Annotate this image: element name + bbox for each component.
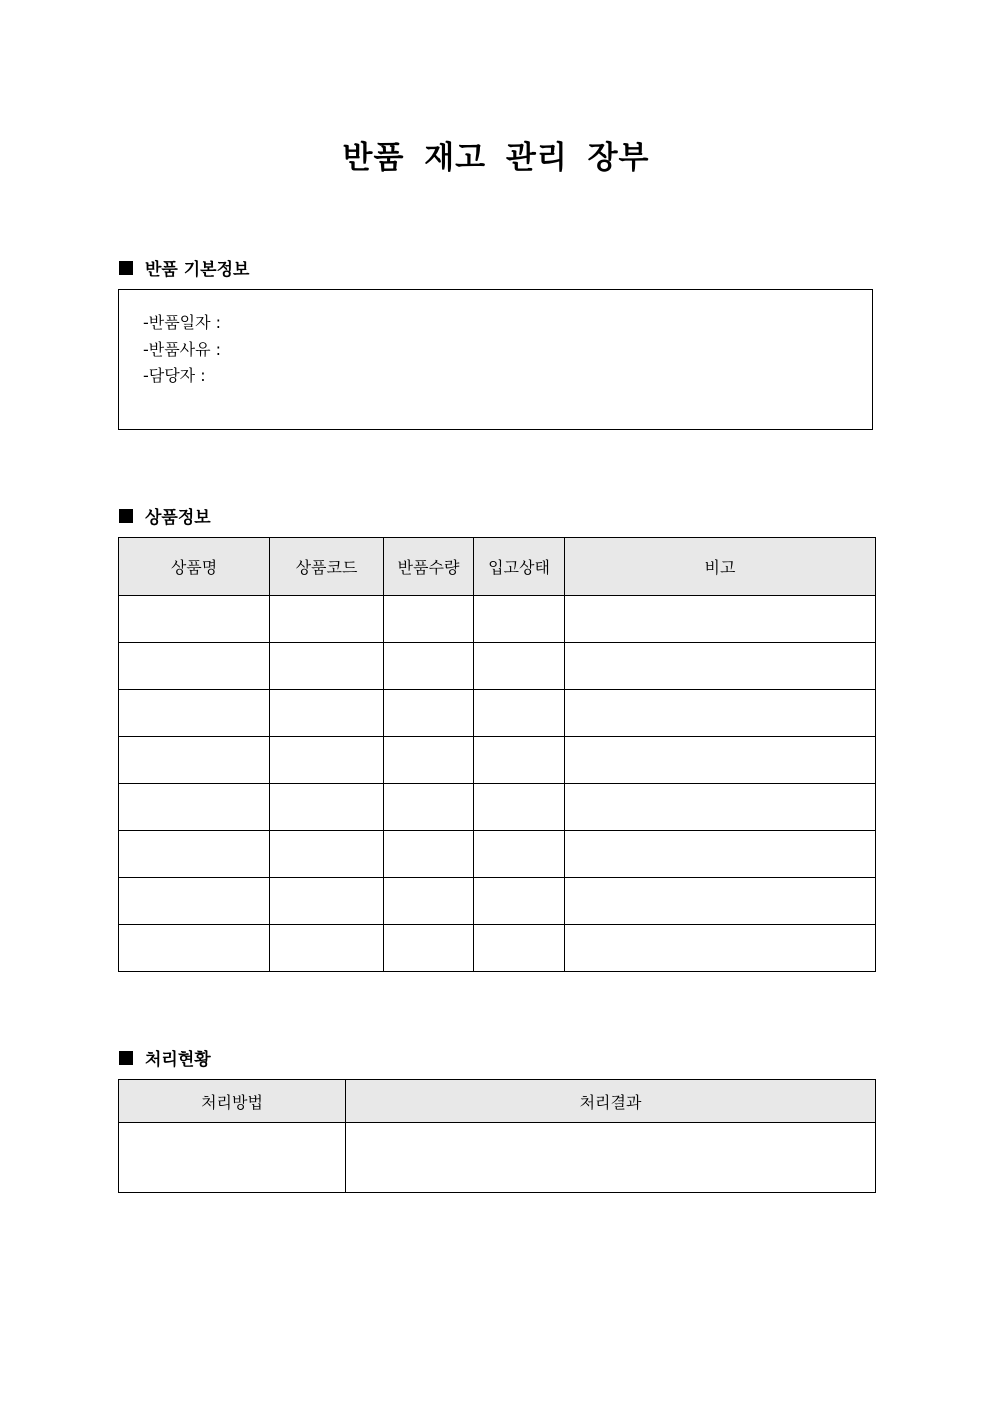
table-row — [119, 784, 876, 831]
table-cell[interactable] — [270, 690, 384, 737]
table-cell[interactable] — [565, 831, 876, 878]
table-row — [119, 737, 876, 784]
basic-info-box — [118, 289, 873, 430]
processing-table — [118, 1079, 876, 1193]
return-reason-field[interactable] — [143, 337, 872, 364]
table-cell[interactable] — [474, 737, 565, 784]
return-date-field[interactable] — [143, 310, 872, 337]
table-row — [119, 596, 876, 643]
table-cell[interactable] — [384, 737, 474, 784]
processing-heading — [119, 1045, 211, 1070]
table-cell[interactable] — [270, 784, 384, 831]
processing-table-header — [119, 1080, 876, 1123]
table-row — [119, 831, 876, 878]
table-cell[interactable] — [384, 925, 474, 972]
manager-label: -담당자 : — [143, 366, 206, 385]
return-date-label: -반품일자 : — [143, 313, 222, 332]
table-cell[interactable] — [119, 596, 270, 643]
table-cell[interactable] — [119, 643, 270, 690]
table-cell[interactable] — [474, 643, 565, 690]
column-header-stock-status: 입고상태 — [474, 538, 565, 596]
black-square-icon — [119, 509, 133, 523]
table-row — [119, 1123, 876, 1193]
column-header-processing-result: 처리결과 — [346, 1080, 876, 1123]
table-cell[interactable] — [474, 831, 565, 878]
black-square-icon — [119, 261, 133, 275]
product-info-heading-label: 상품정보 — [145, 508, 211, 528]
basic-info-heading-label: 반품 기본정보 — [145, 260, 250, 280]
return-reason-label: -반품사유 : — [143, 339, 222, 359]
table-cell[interactable] — [270, 831, 384, 878]
table-cell[interactable] — [119, 925, 270, 972]
table-cell[interactable] — [384, 878, 474, 925]
basic-info-heading — [119, 255, 249, 280]
product-info-heading — [119, 503, 211, 528]
table-row — [119, 925, 876, 972]
table-cell[interactable] — [119, 690, 270, 737]
table-cell[interactable] — [119, 1123, 346, 1193]
table-cell[interactable] — [565, 878, 876, 925]
table-cell[interactable] — [270, 737, 384, 784]
processing-heading-label: 처리현황 — [145, 1050, 211, 1070]
table-cell[interactable] — [346, 1123, 876, 1193]
table-cell[interactable] — [270, 596, 384, 643]
table-cell[interactable] — [384, 690, 474, 737]
table-cell[interactable] — [270, 878, 384, 925]
table-cell[interactable] — [565, 690, 876, 737]
table-cell[interactable] — [565, 925, 876, 972]
table-cell[interactable] — [474, 784, 565, 831]
column-header-processing-method: 처리방법 — [119, 1080, 346, 1123]
table-cell[interactable] — [474, 596, 565, 643]
table-cell[interactable] — [384, 784, 474, 831]
table-cell[interactable] — [384, 831, 474, 878]
table-cell[interactable] — [565, 784, 876, 831]
table-cell[interactable] — [119, 784, 270, 831]
document-title: 반품 재고 관리 장부 — [342, 140, 650, 176]
table-cell[interactable] — [565, 596, 876, 643]
table-cell[interactable] — [565, 737, 876, 784]
table-row — [119, 690, 876, 737]
table-row — [119, 878, 876, 925]
column-header-remarks: 비고 — [565, 538, 876, 596]
table-cell[interactable] — [474, 925, 565, 972]
table-row — [119, 643, 876, 690]
table-cell[interactable] — [119, 831, 270, 878]
table-cell[interactable] — [384, 596, 474, 643]
table-cell[interactable] — [119, 878, 270, 925]
table-cell[interactable] — [270, 643, 384, 690]
table-cell[interactable] — [119, 737, 270, 784]
table-cell[interactable] — [474, 878, 565, 925]
column-header-product-name: 상품명 — [119, 538, 270, 596]
table-cell[interactable] — [474, 690, 565, 737]
manager-field[interactable] — [143, 363, 872, 390]
black-square-icon — [119, 1051, 133, 1065]
table-cell[interactable] — [270, 925, 384, 972]
table-cell[interactable] — [565, 643, 876, 690]
table-cell[interactable] — [384, 643, 474, 690]
product-table-header — [119, 538, 876, 596]
product-table — [118, 537, 876, 972]
column-header-return-quantity: 반품수량 — [384, 538, 474, 596]
column-header-product-code: 상품코드 — [270, 538, 384, 596]
